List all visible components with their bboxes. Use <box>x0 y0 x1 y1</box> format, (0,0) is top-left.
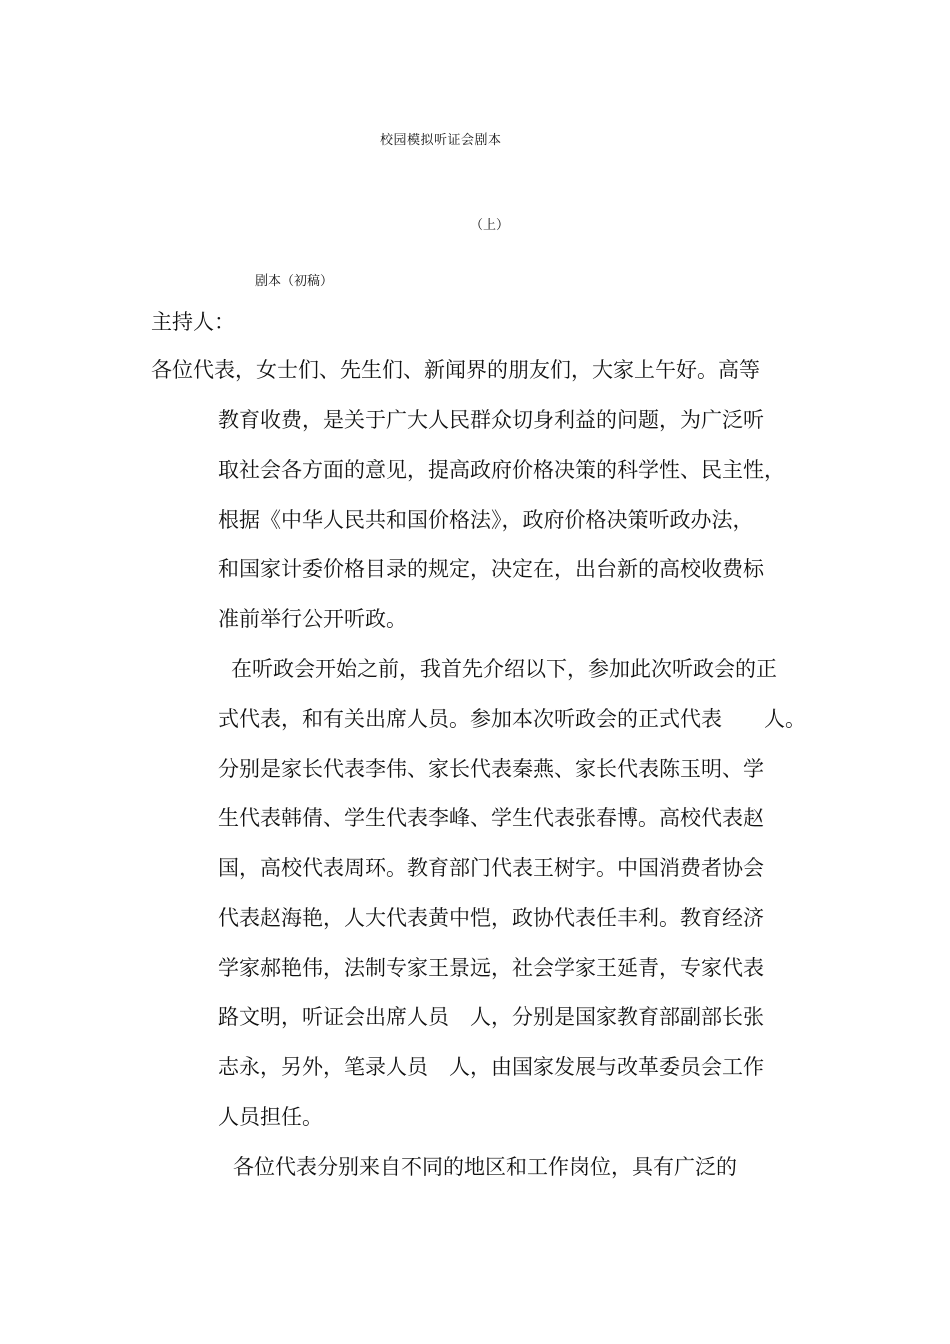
body-line: 各位代表分别来自不同的地区和工作岗位，具有广泛的 <box>233 1155 737 1179</box>
body-line: 教育收费，是关于广大人民群众切身利益的问题，为广泛听 <box>218 408 764 432</box>
body-line: 取社会各方面的意见，提高政府价格决策的科学性、民主性， <box>218 458 785 482</box>
draft-label: 剧本（初稿） <box>255 274 334 289</box>
body-line: 路文明，听证会出席人员 人，分别是国家教育部副部长张 <box>218 1005 764 1029</box>
body-line: 根据《中华人民共和国价格法》，政府价格决策听政办法， <box>218 508 754 532</box>
speaker-label: 主持人： <box>151 310 235 334</box>
part-label: （上） <box>470 218 510 233</box>
body-line: 代表赵海艳，人大代表黄中恺，政协代表任丰利。教育经济 <box>218 906 764 930</box>
body-line: 人员担任。 <box>218 1105 323 1129</box>
body-line: 生代表韩倩、学生代表李峰、学生代表张春博。高校代表赵 <box>218 806 764 830</box>
body-line: 学家郝艳伟，法制专家王景远，社会学家王延青，专家代表 <box>218 956 764 980</box>
body-line: 准前举行公开听政。 <box>218 607 407 631</box>
document-title: 校园模拟听证会剧本 <box>380 133 502 148</box>
body-line: 和国家计委价格目录的规定，决定在，出台新的高校收费标 <box>218 557 764 581</box>
body-line: 各位代表，女士们、先生们、新闻界的朋友们，大家上午好。高等 <box>151 358 760 382</box>
body-line: 国，高校代表周环。教育部门代表王树宇。中国消费者协会 <box>218 856 764 880</box>
body-line: 志永，另外，笔录人员 人，由国家发展与改革委员会工作 <box>218 1055 764 1079</box>
body-line: 在听政会开始之前，我首先介绍以下，参加此次听政会的正 <box>231 657 777 681</box>
body-line: 分别是家长代表李伟、家长代表秦燕、家长代表陈玉明、学 <box>218 757 764 781</box>
body-line: 式代表，和有关出席人员。参加本次听政会的正式代表 人。 <box>218 707 806 731</box>
